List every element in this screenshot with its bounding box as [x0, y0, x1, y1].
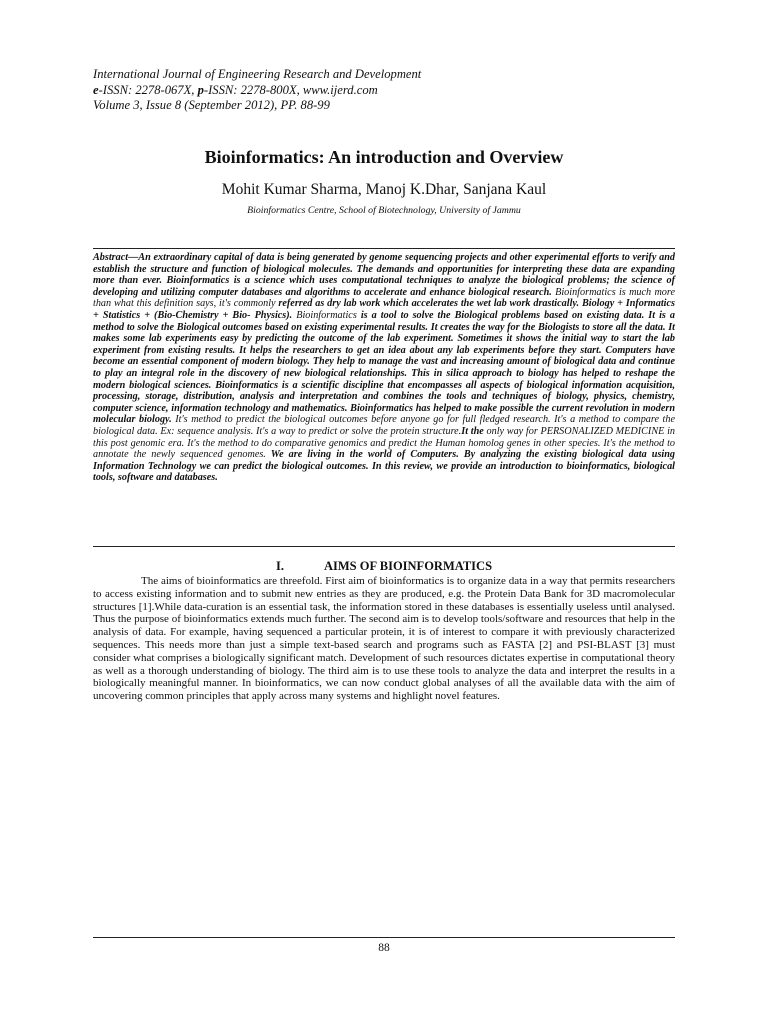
abstract-text-5: is a tool to solve the Biological problems based on existing data. It is a method to solve the Biological outcomes based on existing experimental results. It creates the way for the Biologists to store all the data. It makes some lab experiments easy by predicting the outcome of the lab experiment. Sometimes it shows the initial way to start the lab experiment from existing results. It helps the researchers to get an idea about any lab experiments before they start. Computers have become an essential component of modern biology. They help to manage the vast and increasing amount of biological data and continue to play an integral role in the discovery of new biological relationships. This in silica approach to biology has helped to reshape the modern biological sciences. Bioinformatics is a scientific discipline that encompasses all aspects of biological information acquisition, processing, storage, distribution, analysis and interpretation and combines the tools and techniques of biology, physics, chemistry, computer science, information technology and mathematics. Bioinformatics has helped to make possible the current revolution in modern molecular biology.	[93, 309, 676, 426]
abstract-text-3: referred as dry lab work which accelerates the wet lab work drastically. Biology + Informatics + Statistics + (Bio-Chemistry + Bio- Physics).	[93, 298, 675, 321]
affiliation: Bioinformatics Centre, School of Biotechnology, University of Jammu	[247, 205, 521, 216]
abstract-text-7: It the	[461, 425, 484, 437]
abstract-text-1: Abstract—An extraordinary capital of data is being generated by genome sequencing projects and other experimental efforts to verify and establish the structure and function of biological molecules. The demands and opportunities for interpreting these data are expanding more than ever. Bioinformatics is a science which uses computational techniques to analyze the biological problems; the science of developing and utilizing computer databases and algorithms to accelerate and enhance biological research.	[93, 252, 675, 298]
abstract-text-9: We are living in the world of Computers. By analyzing the existing biological data using Information Technology we can predict the biological outcomes. In this review, we provide an introduction to bioinformatics, biological tools, software and databases.	[93, 449, 675, 484]
abstract-text-8: only way for PERSONALIZED MEDICINE in this post genomic era. It's the method to do comparative genomics and predict the Human homolog genes in other species. It's the method to annotate the newly sequenced genomes.	[93, 425, 675, 461]
paper-title: Bioinformatics: An introduction and Overview	[204, 147, 564, 167]
abstract-text-6: It's method to predict the biological outcomes before anyone go for full fledged research. It's a method to compare the biological data. Ex: sequence analysis. It's a way to predict or solve the protein structure.	[93, 414, 675, 437]
page-number: 88	[378, 942, 390, 954]
section-number: I.	[275, 559, 284, 573]
abstract-text-4: Bioinformatics	[292, 309, 357, 321]
issn-line	[93, 83, 693, 99]
section-paragraph: The aims of bioinformatics are threefold. First aim of bioinformatics is to organize data in a way that permits researchers to access existing information and to submit new entries as they are produced, e.g. the Protein Data Bank for 3D macromolecular structures [1].While data-curation is an essential task, the information stored in these databases is essentially useless until analysed. Thus the purpose of bioinformatics extends much further. The second aim is to develop tools/software and resources that help in the analysis of data. For example, having sequenced a particular protein, it is of interest to compare it with previously characterized sequences. This needs more than just a simple text-based search and programs such as FASTA [2] and PSI-BLAST [3] must consider what comprises a biologically significant match. Development of such resources dictates expertise in computational theory as well as a thorough understanding of biology. The third aim is to use these tools to analyze the data and interpret the results in a biologically meaningful manner. In bioinformatics, we can now conduct global analyses of all the available data with the aim of uncovering common principles that apply across many systems and highlight novel features.	[93, 575, 675, 703]
journal-header	[93, 67, 693, 114]
authors: Mohit Kumar Sharma, Manoj K.Dhar, Sanjana Kaul	[221, 181, 547, 198]
issn-p-text: -ISSN: 2278-800X, www.ijerd.com	[203, 82, 378, 97]
abstract-top-rule	[93, 248, 675, 249]
volume-line: Volume 3, Issue 8 (September 2012), PP. 88-99	[93, 98, 330, 112]
section-title: AIMS OF BIOINFORMATICS	[323, 559, 493, 573]
issn-e-prefix: e	[93, 82, 99, 97]
issn-p-prefix: p	[197, 82, 204, 97]
issn-e-text: -ISSN: 2278-067X,	[98, 82, 198, 97]
section-heading	[93, 558, 675, 574]
abstract-bottom-rule	[93, 546, 675, 547]
journal-name: International Journal of Engineering Research and Development	[93, 67, 422, 81]
footer-rule	[93, 937, 675, 938]
abstract-text-2: Bioinformatics is much more than what this definition says, it's commonly	[93, 286, 676, 310]
abstract	[93, 252, 675, 484]
